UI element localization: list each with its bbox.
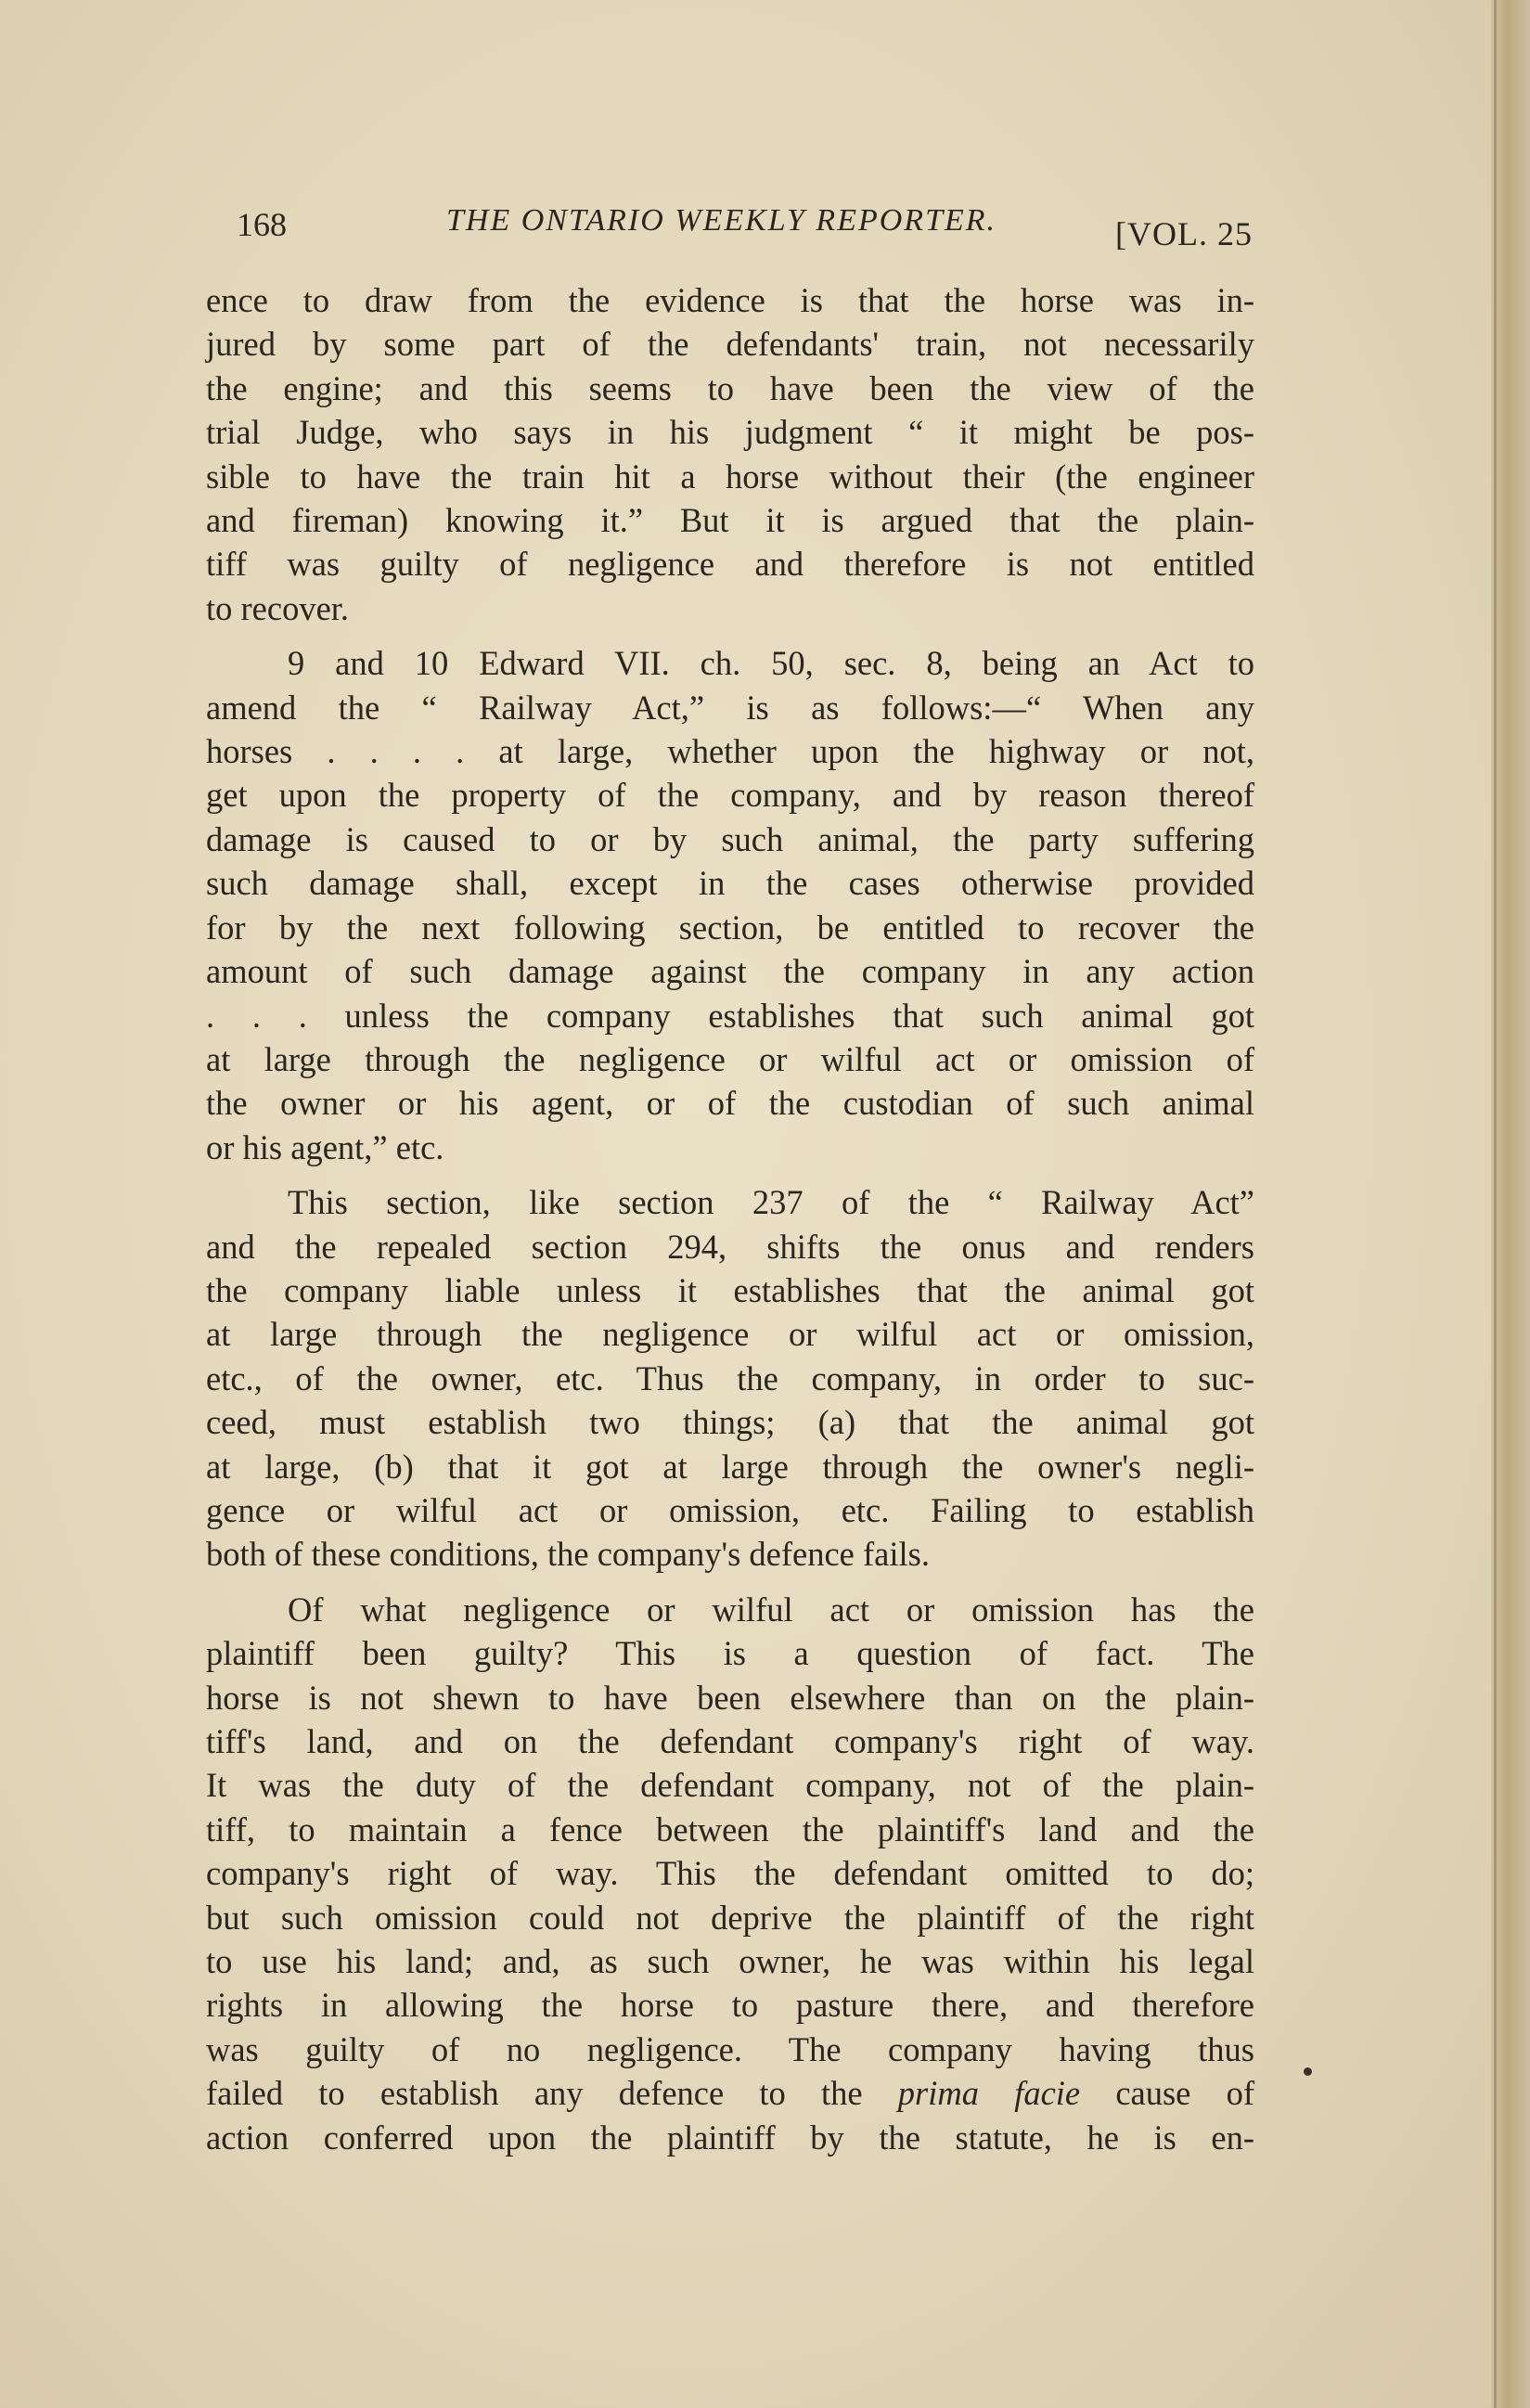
text-line: amend the “ Railway Act,” is as follows:—“ When any <box>206 688 1254 727</box>
text-line: Of what negligence or wilful act or omission has the <box>288 1590 1254 1629</box>
text-line: plaintiff been guilty? This is a question of fact. The <box>206 1634 1254 1673</box>
text-line: company's right of way. This the defendant omitted to do; <box>206 1854 1254 1893</box>
text-line: at large through the negligence or wilful act or omission of <box>206 1039 1254 1078</box>
ink-speck <box>1304 2067 1312 2076</box>
text-fragment: failed to establish any defence to the <box>206 2074 863 2113</box>
text-line: to use his land; and, as such owner, he was within his legal <box>206 1942 1254 1981</box>
text-line: . . . unless the company establishes that such animal got <box>206 996 1254 1035</box>
text-line-with-italic <box>206 2071 1254 2115</box>
text-line: sible to have the train hit a horse without their (the engineer <box>206 457 1254 496</box>
text-line: jured by some part of the defendants' train, not necessarily <box>206 325 1254 364</box>
text-line: action conferred upon the plaintiff by the statute, he is en- <box>206 2118 1254 2157</box>
body-text <box>206 278 1254 2159</box>
text-line: the company liable unless it establishes that the animal got <box>206 1270 1254 1309</box>
text-line: 9 and 10 Edward VII. ch. 50, sec. 8, being an Act to <box>288 644 1254 683</box>
italic-phrase: prima facie <box>897 2074 1081 2113</box>
text-line: ence to draw from the evidence is that the horse was in- <box>206 281 1254 319</box>
text-line: ceed, must establish two things; (a) that the animal got <box>206 1403 1254 1442</box>
text-line: the engine; and this seems to have been the view of the <box>206 368 1254 407</box>
running-title: THE ONTARIO WEEKLY REPORTER. <box>446 203 997 238</box>
text-line: and fireman) knowing it.” But it is argued that the plain- <box>206 501 1254 540</box>
text-line: for by the next following section, be entitled to recover the <box>206 908 1254 946</box>
text-line: horse is not shewn to have been elsewhere than on the plain- <box>206 1678 1254 1717</box>
text-line: both of these conditions, the company's defence fails. <box>206 1535 930 1574</box>
text-line: trial Judge, who says in his judgment “ it might be pos- <box>206 413 1254 452</box>
page-binding-edge <box>1491 0 1530 2408</box>
text-line: This section, like section 237 of the “ Railway Act” <box>288 1183 1254 1222</box>
text-line: tiff, to maintain a fence between the plaintiff's land and the <box>206 1809 1254 1848</box>
paragraph-3 <box>206 1180 1254 1577</box>
text-line: at large through the negligence or wilful act or omission, <box>206 1315 1254 1354</box>
binding-shadow-line <box>1494 0 1497 2408</box>
text-line: tiff was guilty of negligence and therefore is not entitled <box>206 545 1254 584</box>
text-line: gence or wilful act or omission, etc. Failing to establish <box>206 1490 1254 1529</box>
text-fragment: cause of <box>1080 2074 1254 2113</box>
text-line: the owner or his agent, or of the custodian of such animal <box>206 1084 1254 1123</box>
paragraph-4 <box>206 1588 1254 2159</box>
paragraph-2 <box>206 641 1254 1169</box>
volume-label: [VOL. 25 <box>1115 215 1253 252</box>
text-line: horses . . . . at large, whether upon the highway or not, <box>206 732 1254 771</box>
text-line: tiff's land, and on the defendant company's right of way. <box>206 1722 1254 1760</box>
text-line: etc., of the owner, etc. Thus the company, in order to suc- <box>206 1359 1254 1397</box>
paragraph-1 <box>206 278 1254 630</box>
text-line: or his agent,” etc. <box>206 1127 444 1166</box>
page-number: 168 <box>237 206 287 243</box>
text-line: and the repealed section 294, shifts the onus and renders <box>206 1227 1254 1266</box>
text-line: get upon the property of the company, and by reason thereof <box>206 776 1254 815</box>
page-header <box>237 198 1257 253</box>
text-line: damage is caused to or by such animal, the party suffering <box>206 819 1254 858</box>
text-line: to recover. <box>206 588 350 627</box>
text-line: It was the duty of the defendant company, not of the plain- <box>206 1766 1254 1805</box>
text-line: amount of such damage against the company in any action <box>206 952 1254 991</box>
text-line: at large, (b) that it got at large through the owner's negli- <box>206 1447 1254 1486</box>
text-line: rights in allowing the horse to pasture there, and therefore <box>206 1986 1254 2025</box>
text-line: was guilty of no negligence. The company having thus <box>206 2029 1254 2068</box>
text-line: such damage shall, except in the cases otherwise provided <box>206 864 1254 903</box>
text-line: but such omission could not deprive the plaintiff of the right <box>206 1898 1254 1937</box>
